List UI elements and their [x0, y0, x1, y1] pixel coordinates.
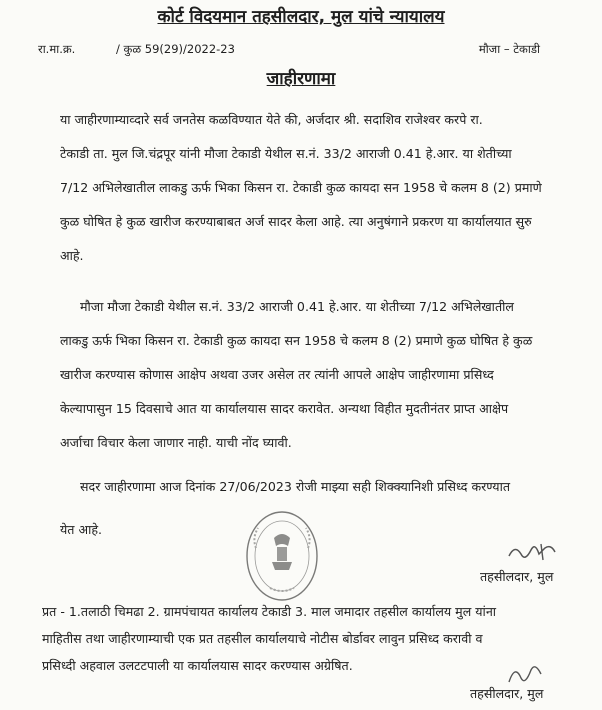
copy-to-line: प्रत - 1.तलाठी चिमढा 2. ग्रामपंचायत कार्यालय टेकाडी 3. माल जमादार तहसील कार्यालय मुल यांना: [42, 604, 497, 619]
paragraph1-line: कुळ घोषित हे कुळ खारीज करण्याबाबत अर्ज सादर केला आहे. त्या अनुषंगाने प्रकरण या कार्यालयात सुरु: [60, 214, 532, 229]
paragraph2-line: अर्जाचा विचार केला जाणार नाही. याची नोंद घ्यावी.: [60, 435, 292, 450]
court-heading: कोर्ट विदयमान तहसीलदार, मुल यांचे न्यायालय: [157, 7, 445, 27]
copy-to-line: प्रसिध्दी अहवाल उलटटपाली या कार्यालयास सादर करण्यास अग्रेषित.: [42, 658, 353, 673]
village-name: मौजा – टेकाडी: [478, 42, 540, 56]
case-register-label: रा.मा.क्र.: [38, 42, 76, 56]
case-number: / कुळ 59(29)/2022-23: [116, 42, 235, 56]
paragraph1-line: टेकाडी ता. मुल जि.चंद्रपूर यांनी मौजा टेकाडी येथील स.नं. 33/2 आराजी 0.41 हे.आर. या शेतीच्या: [60, 146, 512, 161]
paragraph2-line: खारीज करण्यास कोणास आक्षेप अथवा उजर असेल तर त्यांनी आपले आक्षेप जाहीरणामा प्रसिध्द: [60, 367, 494, 382]
paragraph3-line: येत आहे.: [60, 522, 103, 537]
paragraph1-line: आहे.: [60, 248, 84, 263]
paragraph3-line: सदर जाहीरणामा आज दिनांक 27/06/2023 रोजी माझ्या सही शिक्क्यानिशी प्रसिध्द करण्यात: [80, 479, 511, 494]
copy-to-line: माहितीस तथा जाहीरणाम्याची एक प्रत तहसील कार्यालयाचे नोटीस बोर्डावर लावुन प्रसिध्द करावी व: [42, 631, 483, 646]
paragraph1-line: 7/12 अभिलेखातील लाकडु ऊर्फ भिका किसन रा. टेकाडी कुळ कायदा सन 1958 चे कलम 8 (2) प्रमाणे: [60, 180, 542, 195]
signature-scribble-icon: [505, 538, 561, 566]
document-title: जाहीरणामा: [266, 69, 336, 89]
paragraph2-line: मौजा मौजा टेकाडी येथील स.नं. 33/2 आराजी 0.41 हे.आर. या शेतीच्या 7/12 अभिलेखातील: [80, 299, 514, 314]
official-seal-icon: [244, 508, 320, 604]
signature-title-2: तहसीलदार, मुल: [470, 686, 544, 701]
paragraph2-line: केल्यापासुन 15 दिवसाचे आत या कार्यालयास सादर करावेत. अन्यथा विहीत मुदतीनंतर प्राप्त आक्षेप: [60, 401, 509, 416]
paragraph2-line: लाकडु ऊर्फ भिका किसन रा. टेकाडी कुळ कायदा सन 1958 चे कलम 8 (2) प्रमाणे कुळ घोषित हे कुळ: [60, 333, 533, 348]
paragraph1-line: या जाहीरणाम्याव्दारे सर्व जनतेस कळविण्यात येते की, अर्जदार श्री. सदाशिव राजेश्वर करपे रा.: [60, 112, 483, 127]
signature-title: तहसीलदार, मुल: [480, 569, 554, 584]
